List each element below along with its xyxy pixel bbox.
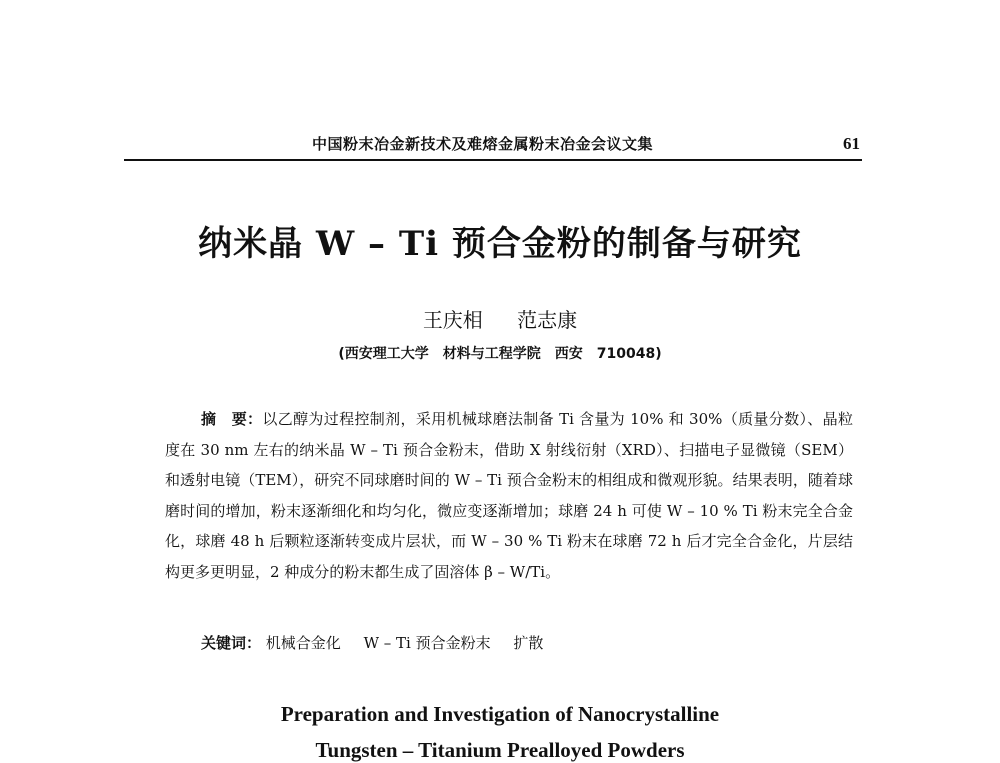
keyword: 扩散 bbox=[513, 634, 544, 652]
keyword: W – Ti 预合金粉末 bbox=[363, 634, 491, 652]
keywords bbox=[201, 632, 851, 653]
keywords-label: 关键词： bbox=[201, 634, 262, 652]
keyword: 机械合金化 bbox=[265, 634, 341, 652]
author-name: 范志康 bbox=[517, 308, 578, 332]
running-header bbox=[124, 131, 862, 157]
abstract bbox=[165, 404, 853, 587]
author-list bbox=[0, 304, 1000, 333]
abstract-text: 以乙醇为过程控制剂，采用机械球磨法制备 Ti 含量为 10% 和 30%（质量分数）、晶粒度在 30 nm 左右的纳米晶 W – Ti 预合金粉末，借助 X 射线衍射（XRD）、扫描电子显微镜（SEM）和透射电镜（TEM），研究不同球磨时间的 W – Ti 预合金粉末的相组成和微观形貌。结果表明，随着球磨时间的增加，粉末逐渐细化和均匀化，微应变逐渐增加；球磨 24 h 可使 W – 10 % Ti 粉末完全合金化，球磨 48 h 后颗粒逐渐转变成片层状，而 W – 30 % Ti 粉末在球磨 72 h 后才完全合金化，片层结构更多更明显，2 种成分的粉末都生成了固溶体 β – W/Ti。 bbox=[165, 410, 853, 581]
abstract-label: 摘 要： bbox=[201, 410, 263, 428]
journal-name: 中国粉末冶金新技术及难熔金属粉末冶金会议文集 bbox=[312, 135, 654, 153]
chinese-title: 纳米晶 W – Ti 预合金粉的制备与研究 bbox=[198, 224, 802, 264]
english-title-line-2: Tungsten – Titanium Prealloyed Powders bbox=[315, 738, 685, 762]
author-name: 王庆相 bbox=[422, 308, 483, 332]
header-rule bbox=[124, 159, 862, 161]
page-number: 61 bbox=[843, 134, 860, 153]
affiliation: (西安理工大学 材料与工程学院 西安 710048) bbox=[338, 346, 662, 362]
english-title-line-1: Preparation and Investigation of Nanocrystalline bbox=[280, 702, 720, 726]
